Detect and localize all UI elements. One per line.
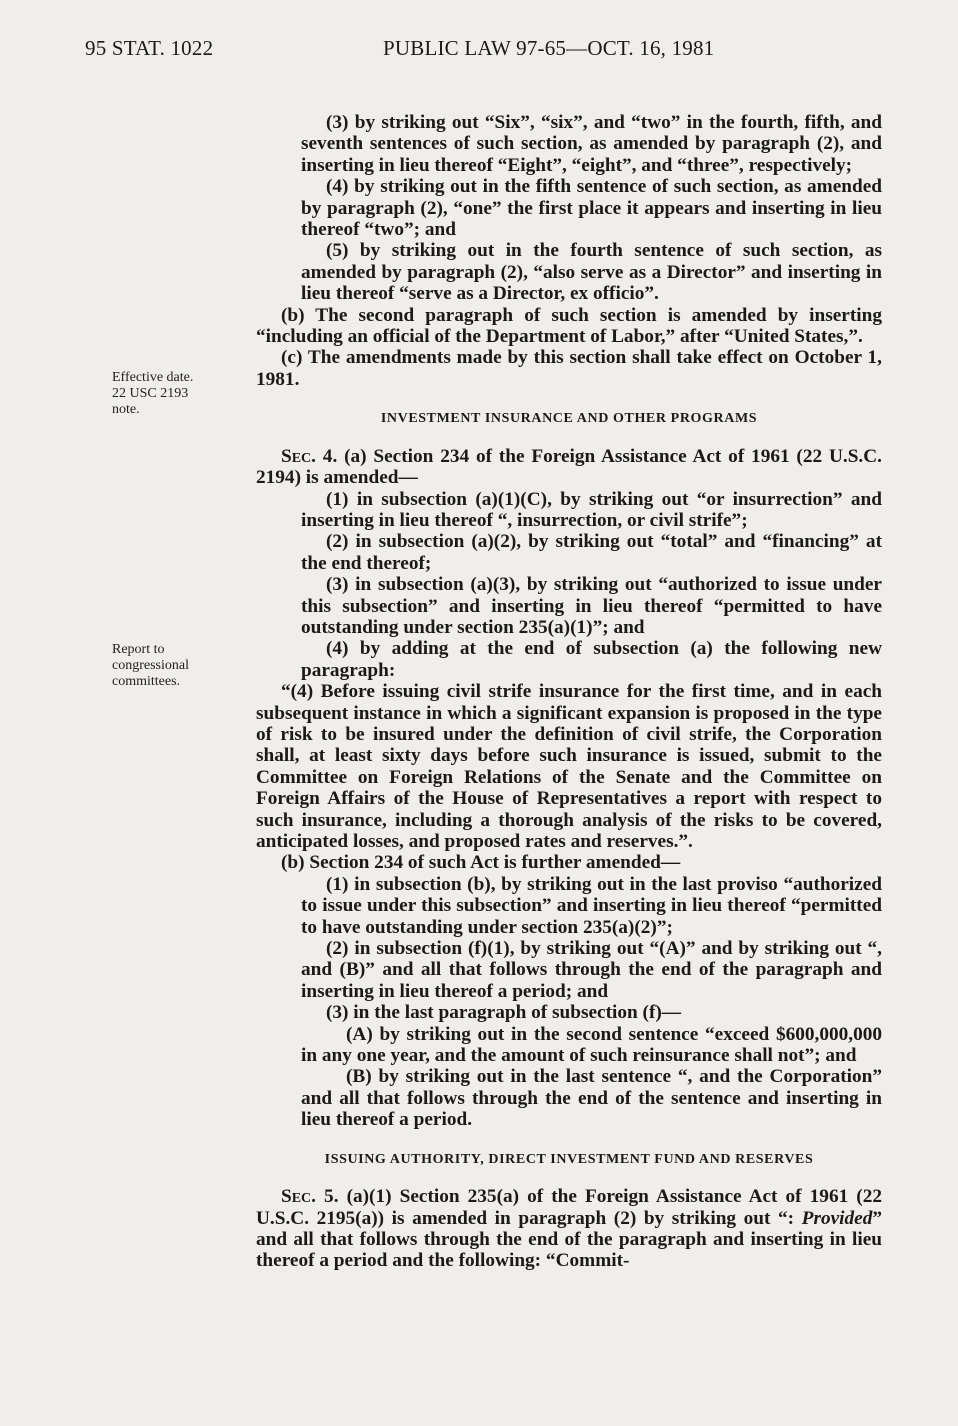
paragraph: (4) by striking out in the fifth sentence of such section, as amended by paragraph (2), “one” the first place it appears and inserting in lieu thereof “two”; and: [301, 176, 882, 241]
section-label: Sec. 5.: [281, 1186, 339, 1208]
section-heading: INVESTMENT INSURANCE AND OTHER PROGRAMS: [380, 411, 758, 427]
section-label: Sec. 4.: [281, 445, 338, 467]
paragraph-text: (a)(1) Section 235(a) of the Foreign Assistance Act of 1961 (22 U.S.C. 2195(a)) is amended in paragraph (2) by striking out “:: [256, 1186, 882, 1229]
paragraph: [256, 1186, 882, 1272]
quoted-paragraph: “(4) Before issuing civil strife insurance for the first time, and in each subsequent instance in which a significant expansion is proposed in the type of risk to be insured under the definition of civil strife, the Corporation shall, at least sixty days before such insurance is issued, submit to the Committee on Foreign Relations of the Senate and the Committee on Foreign Affairs of the House of Representatives a report with respect to such insurance, including a thorough analysis of the risks to be covered, anticipated losses, and proposed rates and reserves.”.: [256, 681, 882, 852]
paragraph: (1) in subsection (a)(1)(C), by striking out “or insurrection” and inserting in lieu thereof “, insurrection, or civil strife”;: [301, 488, 882, 531]
margin-note-report: [112, 642, 252, 690]
paragraph: (3) in the last paragraph of subsection (f)—: [326, 1002, 682, 1024]
paragraph: [256, 446, 882, 489]
paragraph: (4) by adding at the end of subsection (a) the following new paragraph:: [301, 638, 882, 681]
paragraph: (B) by striking out in the last sentence “, and the Corporation” and all that follows through the end of the sentence and inserting in lieu thereof a period.: [301, 1066, 882, 1131]
margin-note-line: Effective date.: [112, 370, 194, 385]
margin-note-line: note.: [112, 402, 140, 417]
paragraph: (5) by striking out in the fourth sentence of such section, as amended by paragraph (2), “also serve as a Director” and inserting in lieu thereof “serve as a Director, ex officio”.: [301, 240, 882, 305]
paragraph-text: (a) Section 234 of the Foreign Assistance Act of 1961 (22 U.S.C. 2194) is amended—: [256, 445, 882, 489]
body-text: [256, 112, 882, 1272]
section-heading: ISSUING AUTHORITY, DIRECT INVESTMENT FUND AND RESERVES: [324, 1151, 814, 1167]
margin-note-effective-date: [112, 370, 252, 418]
paragraph: (2) in subsection (a)(2), by striking out “total” and “financing” at the end thereof;: [301, 531, 882, 574]
paragraph: (b) The second paragraph of such section is amended by inserting “including an official of the Department of Labor,” after “United States,”.: [256, 304, 882, 348]
statute-page-number: 95 STAT. 1022: [85, 36, 214, 60]
paragraph: (3) by striking out “Six”, “six”, and “two” in the fourth, fifth, and seventh sentences of such section, as amended by paragraph (2), and inserting in lieu thereof “Eight”, “eight”, and “three”, respectively;: [301, 112, 882, 176]
paragraph: (c) The amendments made by this section shall take effect on October 1, 1981.: [256, 347, 882, 390]
public-law-header: PUBLIC LAW 97-65—OCT. 16, 1981: [383, 36, 715, 60]
paragraph-text: ” and all that follows through the end of the paragraph and inserting in lieu thereof a period and the following: “Commit-: [256, 1207, 882, 1272]
margin-note-line: Report to: [112, 642, 165, 657]
paragraph: (A) by striking out in the second sentence “exceed $600,000,000 in any one year, and the amount of such reinsurance shall not”; and: [301, 1023, 882, 1067]
margin-note-line: 22 USC 2193: [112, 386, 189, 401]
margin-note-line: congressional: [112, 658, 189, 673]
paragraph: (1) in subsection (b), by striking out in the last proviso “authorized to issue under this subsection” and inserting in lieu thereof “permitted to have outstanding under section 235(a)(2)”;: [301, 873, 882, 938]
margin-note-line: committees.: [112, 674, 181, 689]
paragraph: (3) in subsection (a)(3), by striking out “authorized to issue under this subsection” and inserting in lieu thereof “permitted to have outstanding under section 235(a)(1)”; and: [301, 574, 882, 638]
paragraph: (b) Section 234 of such Act is further amended—: [281, 852, 681, 874]
italic-term: Provided: [801, 1207, 873, 1229]
paragraph: (2) in subsection (f)(1), by striking out “(A)” and by striking out “, and (B)” and all that follows through the end of the paragraph and inserting in lieu thereof a period; and: [301, 938, 882, 1002]
